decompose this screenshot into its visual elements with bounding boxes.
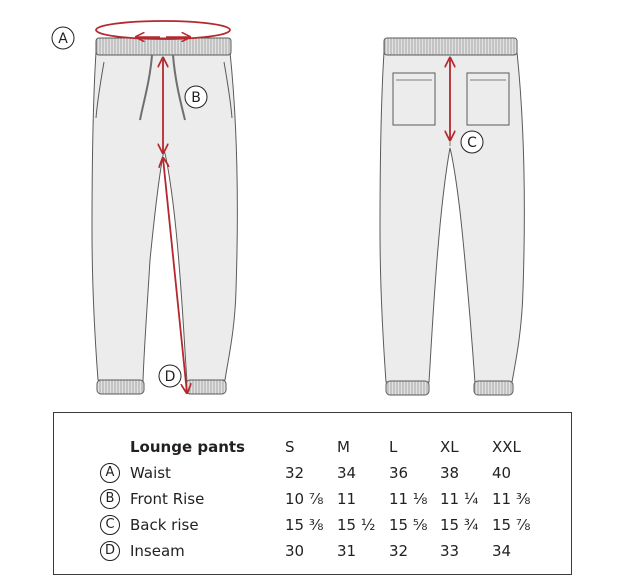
callout-b-label: B (191, 90, 201, 106)
table-cell: 15 ½ (337, 516, 376, 534)
table-cell: 15 ⅝ (389, 516, 428, 534)
back-waistband (384, 38, 517, 55)
callout-c-label: C (467, 135, 477, 151)
size-header-xl: XL (440, 438, 459, 456)
table-cell: 34 (337, 464, 357, 482)
size-header-xxl: XXL (492, 438, 521, 456)
back-right-pocket (467, 73, 509, 125)
callout-a-label: A (58, 31, 68, 47)
row-d-label: Inseam (130, 542, 185, 560)
size-header-l: L (389, 438, 398, 456)
back-right-cuff (474, 381, 513, 395)
row-a-key: A (100, 463, 120, 483)
table-cell: 32 (389, 542, 409, 560)
front-right-cuff (186, 380, 226, 394)
waist-ellipse (96, 21, 230, 39)
table-cell: 15 ⅞ (492, 516, 531, 534)
size-header-m: M (337, 438, 350, 456)
front-left-cuff (97, 380, 144, 394)
back-left-pocket (393, 73, 435, 125)
table-cell: 11 ⅜ (492, 490, 531, 508)
table-cell: 34 (492, 542, 512, 560)
table-cell: 15 ⅜ (285, 516, 324, 534)
callout-c (461, 131, 483, 153)
front-pants-body (92, 52, 237, 382)
back-left-cuff (386, 381, 429, 395)
table-cell: 32 (285, 464, 305, 482)
waist-measure (96, 21, 230, 39)
callout-d-label: D (164, 369, 176, 385)
row-b-key: B (100, 489, 120, 509)
callout-a (52, 27, 74, 49)
table-cell: 11 (337, 490, 357, 508)
table-cell: 11 ¼ (440, 490, 479, 508)
table-cell: 40 (492, 464, 512, 482)
row-c-key: C (100, 515, 120, 535)
table-title: Lounge pants (130, 438, 245, 456)
table-cell: 15 ¾ (440, 516, 479, 534)
callout-d (159, 365, 181, 387)
table-cell: 11 ⅛ (389, 490, 428, 508)
row-a-label: Waist (130, 464, 171, 482)
table-cell: 30 (285, 542, 305, 560)
callout-b (185, 86, 207, 108)
row-c-label: Back rise (130, 516, 199, 534)
size-table (53, 412, 572, 575)
row-d-key: D (100, 541, 120, 561)
table-cell: 10 ⅞ (285, 490, 324, 508)
table-cell: 31 (337, 542, 357, 560)
front-waistband (96, 38, 231, 55)
size-header-s: S (285, 438, 295, 456)
row-b-label: Front Rise (130, 490, 205, 508)
table-cell: 36 (389, 464, 409, 482)
front-pants (92, 38, 237, 394)
back-pants (380, 38, 524, 395)
table-cell: 38 (440, 464, 460, 482)
table-cell: 33 (440, 542, 460, 560)
